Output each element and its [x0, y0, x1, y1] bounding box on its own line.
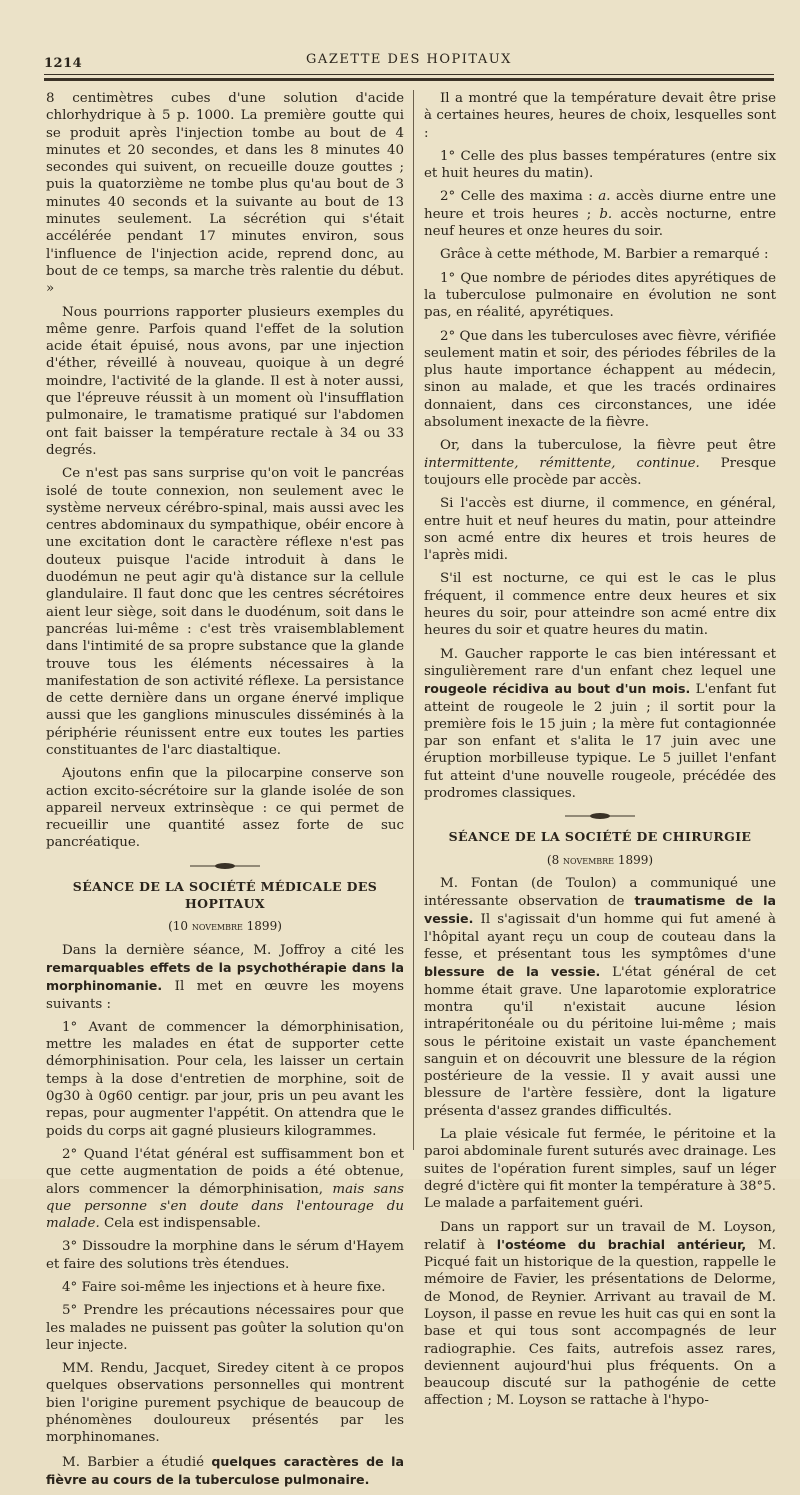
paragraph	[46, 1453, 404, 1490]
text-run: 2° Celle des maxima :	[440, 189, 599, 205]
paragraph	[424, 437, 776, 489]
italic-run: b.	[599, 206, 613, 222]
section-title-medicale: SÉANCE DE LA SOCIÉTÉ MÉDICALE DES HOPITAUX	[72, 878, 378, 912]
section-ornament	[46, 858, 404, 868]
paragraph: MM. Rendu, Jacquet, Siredey citent à ce propos quelques observations personnelles qui montrent bien l'origine purement psychique de beaucoup de phénomènes douloureux présentés par les morphinomanes.	[46, 1361, 404, 1446]
text-run: Il s'agissait d'un homme qui fut amené à l'hôpital ayant reçu un coup de couteau dans la fesse, et présentant tous les symptômes d'une	[424, 912, 776, 963]
paragraph: Ce n'est pas sans surprise qu'on voit le pancréas isolé de toute connexion, non seulement avec le système nerveux cérébro-spinal, mais aussi avec les centres abdominaux du sympathique, obéir encore à une excitation dont le caractère réflexe n'est pas douteux puisque l'acide introduit à dans le duodémun ne peut agir qu'à distance sur la cellule glandulaire. Il faut donc que les centres sécrétoires aient leur siège, soit dans le duodénum, soit dans le pancréas lui-même : c'est très vraisemblablement dans l'intimité de sa propre substance que la glande trouve tous les éléments nécessaires à la manifestation de son activité réflexe. La persistance de cette dernière dans un organe énervé implique aussi que les ganglions minuscules disséminés à la périphérie réunissent entre eux toutes les parties constituantes de l'arc diastaltique.	[46, 466, 404, 758]
bold-run: traumatisme de la vessie.	[424, 893, 776, 927]
text-run: accès nocturne, entre neuf heures et onze heures du soir.	[424, 206, 777, 240]
bold-run: l'ostéome du brachial antérieur,	[496, 1236, 747, 1252]
paragraph	[424, 646, 776, 803]
paragraph: Nous pourrions rapporter plusieurs exemples du même genre. Parfois quand l'effet de la solution acide était épuisé, nous avons, par une injection d'éther, réveillé à nouveau, quoique à un degré moindre, l'activité de la glande. Il est à noter aussi, que l'épreuve réussit à un moment où l'insufflation pulmonaire, le tramatisme pratiqué sur l'abdomen ont fait baisser la température rectale à 34 ou 33 degrés.	[46, 304, 404, 458]
paragraph: 1° Que nombre de périodes dites apyrétiques de la tuberculose pulmonaire en évolution ne sont pas, en réalité, apyrétiques.	[424, 270, 776, 321]
italic-run: mais sans que personne s'en doute dans l'entourage du malade.	[46, 1181, 404, 1232]
left-column	[46, 90, 404, 1495]
text-run: Or, dans la tuberculose, la fièvre peut être	[440, 438, 776, 454]
paragraph: Il a montré que la température devait être prise à certaines heures, heures de choix, lesquelles sont :	[424, 91, 776, 141]
paragraph	[424, 875, 776, 1120]
italic-run: a.	[598, 189, 611, 205]
paragraph: 5° Prendre les précautions nécessaires pour que les malades ne puissent pas goûter la solution qu'on leur injecte.	[46, 1303, 404, 1353]
text-run: Dans un rapport sur un travail de M. Loyson, relatif à	[424, 1219, 776, 1253]
header-rule-thick	[44, 78, 774, 81]
paragraph: 8 centimètres cubes d'une solution d'acide chlorhydrique à 5 p. 1000. La première goutte qui se produit après l'injection tombe au bout de 4 minutes et 20 secondes, et dans les 8 minutes 40 secondes qui suivent, on recueille douze gouttes ; puis la quatorzième ne tombe plus qu'au bout de 3 minutes 40 seconds et la suivante au bout de 13 minutes seulement. La sécrétion qui s'était accélérée pendant 17 minutes environ, sous l'influence de l'injection acide, reprend donc, au bout de ce temps, sa marche très ralentie du début. »	[46, 91, 404, 297]
text-run: Dans la dernière séance, M. Joffroy a cité les	[62, 942, 404, 958]
section-ornament	[424, 808, 776, 818]
text-run: Il met en œuvre les moyens suivants :	[46, 979, 404, 1012]
paragraph: La plaie vésicale fut fermée, le péritoine et la paroi abdominale furent suturés avec drainage. Les suites de l'opération furent simples, sauf un léger degré d'ictère qui fit monter la température à 38°5. Le malade a parfaitement guéri.	[424, 1127, 776, 1212]
paragraph: Ajoutons enfin que la pilocarpine conserve son action excito-sécrétoire sur la glande isolée de son appareil nerveux extrinsèque : ce qui permet de recueillir une quantité assez forte de suc pancréatique.	[46, 766, 404, 851]
paragraph: 1° Avant de commencer la démorphinisation, mettre les malades en état de supporter cette démorphinisation. Pour cela, les laisser un certain temps à la dose d'entretien de morphine, soit de 0g30 à 0g60 centigr. par jour, pris un peu avant les repas, pour augmenter l'appétit. On attendra que le poids du corps ait gagné plusieurs kilogrammes.	[46, 1019, 404, 1139]
text-run: accès diurne entre une heure et trois heures ;	[424, 189, 776, 222]
paragraph: 3° Dissoudre la morphine dans le sérum d'Hayem et faire des solutions très étendues.	[46, 1239, 404, 1272]
journal-title: GAZETTE DES HOPITAUX	[306, 52, 512, 67]
paragraph: 1° Celle des plus basses températures (entre six et huit heures du matin).	[424, 148, 776, 182]
text-run: M. Fontan (de Toulon) a communiqué une intéressante observation de	[424, 875, 776, 910]
paragraph	[424, 1219, 776, 1410]
text-run: Cela est indispensable.	[99, 1216, 261, 1232]
page-number: 1214	[44, 56, 83, 71]
section-date: (8 novembre 1899)	[546, 852, 654, 867]
paragraph	[46, 1146, 404, 1232]
text-run: 2° Quand l'état général est suffisamment bon et que cette augmentation de poids a été obtenue, alors commencer la démorphinisation,	[46, 1146, 404, 1197]
section-title-chirurgie: SÉANCE DE LA SOCIÉTÉ DE CHIRURGIE	[448, 829, 752, 845]
text-run: L'enfant fut atteint de rougeole le 2 juin ; il sortit pour la première fois le 15 juin ; la mère fut contagionnée par son enfant et s'alita le 17 juin avec une éruption morbilleuse typique. Le 5 juillet l'enfant fut atteint d'une nouvelle rougeole, précédée des prodromes classiques.	[424, 682, 776, 801]
paragraph: 4° Faire soi-même les injections et à heure fixe.	[62, 1280, 386, 1295]
bold-run: rougeole récidiva au bout d'un mois.	[424, 681, 691, 697]
column-divider	[413, 90, 414, 1150]
bold-run: blessure de la vessie.	[424, 964, 601, 980]
bold-run: remarquables effets de la psychothérapie dans la morphinomanie.	[46, 959, 404, 994]
section-date: (10 novembre 1899)	[168, 919, 282, 934]
paragraph	[46, 942, 404, 1013]
italic-run: intermittente, rémittente, continue.	[424, 455, 700, 471]
paragraph	[424, 188, 776, 240]
text-run: M. Picqué fait un historique de la question, rappelle le mémoire de Favier, les présentations de Delorme, de Monod, de Reynier. Arrivant au travail de M. Loyson, il passe en revue les huit cas qui en sont la base et qui tous sont accompagnés de leur radiographie. Ces faits, autrefois assez rares, deviennent aujourd'hui plus fréquents. On a beaucoup discuté sur la pathogénie de cette affection ; M. Loyson se rattache à l'hypo-	[424, 1237, 776, 1409]
text-run: L'état général de cet homme était grave. Une laparotomie exploratrice montra qu'il n'existait aucune lésion intrapéritonéale ou du péritoine lui-même ; mais sous le péritoine existait un vaste épanchement sanguin et on découvrit une blessure de la région postérieure de la vessie. Il y avait aussi une blessure de l'artère fessière, dont la ligature présenta d'assez grandes difficultés.	[424, 965, 776, 1119]
text-run: M. Barbier a étudié	[62, 1454, 212, 1470]
page-header	[44, 50, 774, 74]
bold-run: quelques caractères de la fièvre au cours de la tuberculose pulmonaire.	[46, 1453, 404, 1487]
header-rule-thin	[44, 74, 774, 75]
paragraph: S'il est nocturne, ce qui est le cas le plus fréquent, il commence entre deux heures et six heures du soir, pour atteindre son acmé entre dix heures du soir et quatre heures du matin.	[424, 571, 776, 639]
right-column	[424, 90, 776, 1416]
paragraph: 2° Que dans les tuberculoses avec fièvre, vérifiée seulement matin et soir, des périodes fébriles de la plus haute importance échappent au médecin, sinon au malade, et que les tracés ordinaires donnaient, dans ces circonstances, une idée absolument inexacte de la fièvre.	[424, 328, 776, 431]
text-run: Presque toujours elle procède par accès.	[424, 455, 776, 488]
paragraph: Si l'accès est diurne, il commence, en général, entre huit et neuf heures du matin, pour atteindre son acmé entre dix heures et trois heures de l'après midi.	[424, 496, 776, 564]
paragraph: Grâce à cette méthode, M. Barbier a remarqué :	[440, 247, 769, 263]
text-run: M. Gaucher rapporte le cas bien intéressant et singulièrement rare d'un enfant chez lequel une	[424, 646, 776, 679]
